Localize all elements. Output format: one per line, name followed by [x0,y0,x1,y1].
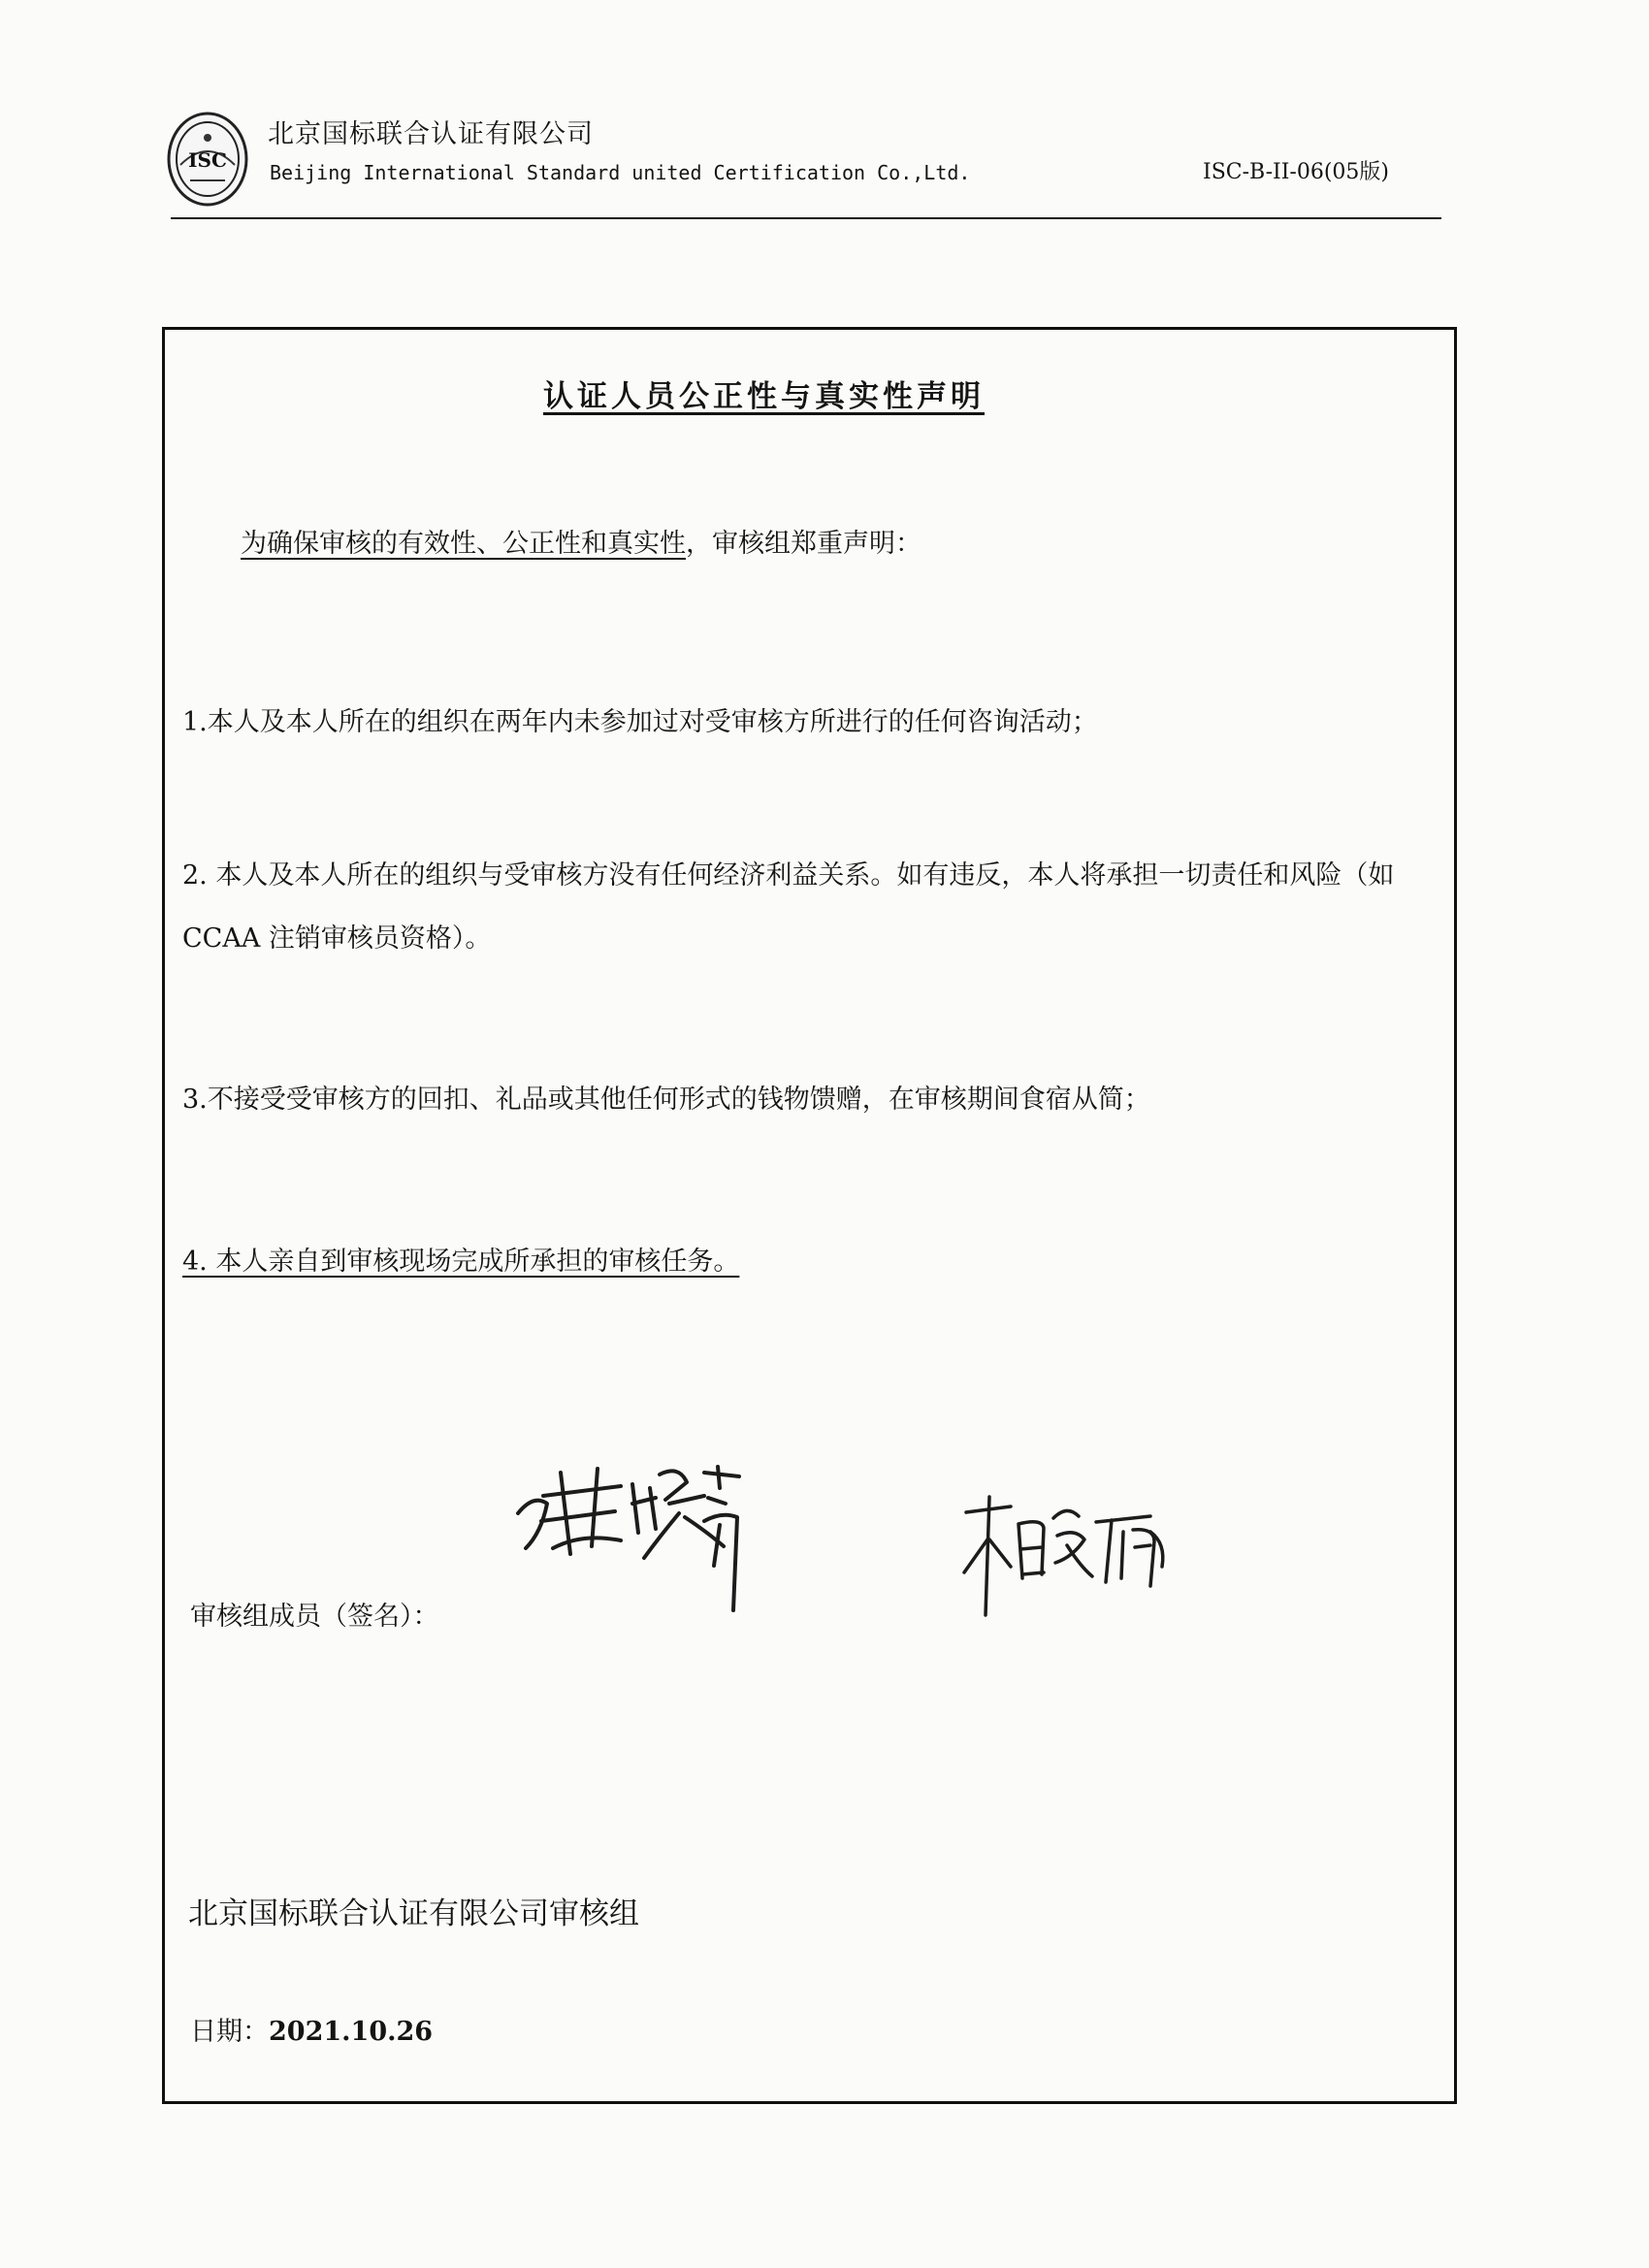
document-title: 认证人员公正性与真实性声明 [543,379,985,414]
date-line [190,2010,433,2048]
document-number: ISC-B-II-06(05版) [1203,160,1390,184]
signature-label: 审核组成员（签名）： [190,1602,439,1632]
signature-2 [960,1489,1174,1635]
date-value: 2021.10.26 [269,2017,434,2047]
signature-1 [514,1465,747,1620]
declaration-frame [162,327,1457,2104]
header-divider [171,217,1441,219]
company-name-cn: 北京国标联合认证有限公司 [268,119,594,149]
clause-1: 1.本人及本人所在的组织在两年内未参加过对受审核方所进行的任何咨询活动； [182,707,1098,737]
intro-underlined: 为确保审核的有效性、公正性和真实性 [241,529,686,559]
isc-logo [165,109,250,210]
svg-text:ISC: ISC [188,148,227,172]
clause-2: 2. 本人及本人所在的组织与受审核方没有任何经济利益关系。如有违反，本人将承担一切责任和风险（如 CCAA 注销审核员资格）。 [182,860,1395,954]
audit-group: 北京国标联合认证有限公司审核组 [188,1896,639,1931]
company-name-en: Beijing International Standard united Certification Co.,Ltd. [270,161,971,184]
intro-statement [241,522,922,560]
date-label: 日期： [190,2017,269,2047]
intro-rest: ，审核组郑重声明： [686,529,922,559]
clause-3: 3.不接受受审核方的回扣、礼品或其他任何形式的钱物馈赠，在审核期间食宿从简； [182,1085,1150,1115]
clause-4: 4. 本人亲自到审核现场完成所承担的审核任务。 [182,1247,740,1277]
